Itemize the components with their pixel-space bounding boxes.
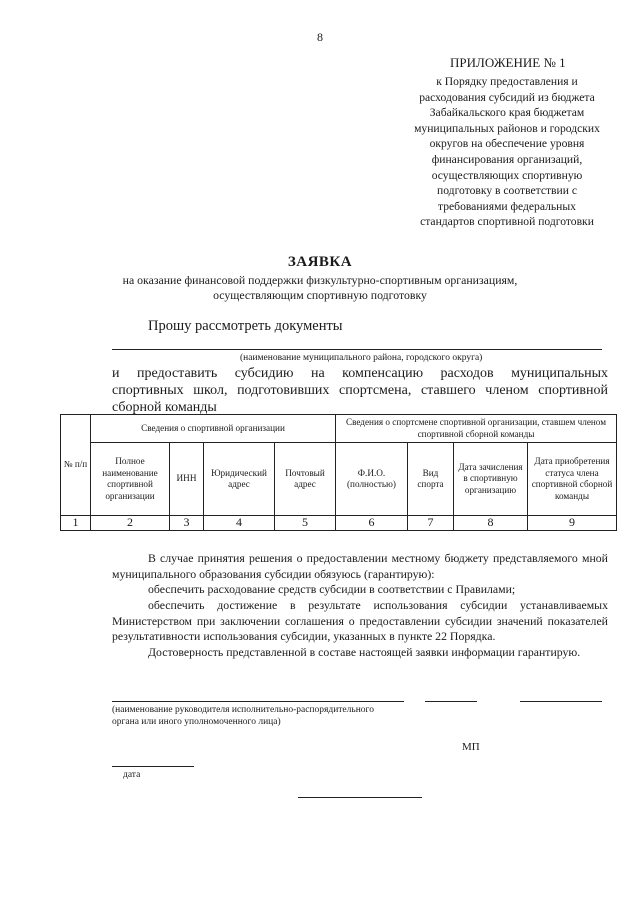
- subtitle-line: на оказание финансовой поддержки физкультурно-спортивным организациям,: [122, 273, 518, 287]
- document-subtitle: [120, 273, 520, 303]
- header-enrollment-date: Дата зачисления в спортивную организацию: [454, 443, 528, 516]
- paragraph-results: обеспечить достижение в результате использования субсидии устанавливаемых Министерством при заключении соглашения о предоставлении субсидии значений показателей результативности использования субсидии, указанных в пункте 22 Порядка.: [112, 598, 608, 644]
- signatory-caption-line: (наименование руководителя исполнительно-распорядительного: [112, 705, 374, 715]
- page-number: 8: [317, 30, 323, 44]
- table-row: [61, 516, 617, 531]
- column-number: 2: [91, 516, 170, 531]
- appendix-line: Забайкальского края бюджетам: [429, 106, 585, 120]
- municipality-caption: (наименование муниципального района, городского округа): [240, 353, 483, 363]
- footer-divider: [298, 797, 422, 798]
- header-group-organization: Сведения о спортивной организации: [91, 415, 336, 443]
- request-line-3: сборной команды: [112, 400, 217, 415]
- column-number: 3: [170, 516, 204, 531]
- paragraph-spending: обеспечить расходование средств субсидии в соответствии с Правилами;: [148, 582, 516, 596]
- appendix-line: округов на обеспечение уровня: [429, 137, 585, 151]
- stamp-placeholder: МП: [462, 741, 480, 753]
- appendix-line: требованиями федеральных: [438, 199, 576, 213]
- request-line-1: и предоставить субсидию на компенсацию расходов муниципальных: [112, 366, 608, 381]
- appendix-line: муниципальных районов и городских: [414, 121, 600, 135]
- header-fio: Ф.И.О. (полностью): [336, 443, 408, 516]
- column-number: 6: [336, 516, 408, 531]
- paragraph-obligation: В случае принятия решения о предоставлении местному бюджету представляемого мной муниципального образования субсидии обязуюсь (гарантирую):: [112, 551, 608, 581]
- header-num: № п/п: [61, 415, 91, 516]
- column-number: 7: [408, 516, 454, 531]
- appendix-text: [396, 74, 618, 230]
- date-line: [112, 766, 194, 767]
- column-number: 8: [454, 516, 528, 531]
- appendix-title: ПРИЛОЖЕНИЕ № 1: [450, 55, 566, 70]
- column-number: 9: [528, 516, 617, 531]
- header-postal-address: Почтовый адрес: [275, 443, 336, 516]
- subtitle-line: осуществляющим спортивную подготовку: [213, 288, 427, 302]
- appendix-line: к Порядку предоставления и: [436, 75, 578, 88]
- subsidy-table: [60, 414, 617, 531]
- signatory-caption: [112, 704, 432, 728]
- column-number: 5: [275, 516, 336, 531]
- document-title: ЗАЯВКА: [287, 254, 353, 270]
- request-intro: Прошу рассмотреть документы: [148, 318, 343, 334]
- fill-line-municipality: [112, 349, 602, 350]
- signature-line-name: [112, 701, 404, 702]
- column-number: 4: [204, 516, 275, 531]
- request-line-2: спортивных школ, подготовивших спортсмена, ставшего членом спортивной: [112, 383, 608, 398]
- header-full-name: Полное наименование спортивной организации: [91, 443, 170, 516]
- header-inn: ИНН: [170, 443, 204, 516]
- appendix-line: финансирования организаций,: [431, 152, 583, 166]
- column-number: 1: [61, 516, 91, 531]
- appendix-line: расходования субсидий из бюджета: [419, 90, 595, 104]
- appendix-line: стандартов спортивной подготовки: [420, 215, 594, 229]
- date-label: дата: [123, 770, 141, 780]
- header-sport: Вид спорта: [408, 443, 454, 516]
- appendix-line: подготовку в соответствии с: [437, 184, 577, 198]
- header-group-athlete: Сведения о спортсмене спортивной организации, ставшем членом спортивной сборной команды: [336, 415, 617, 443]
- signature-line-decoding: [520, 701, 602, 702]
- appendix-line: осуществляющих спортивную: [431, 168, 583, 182]
- header-team-status-date: Дата приобретения статуса члена спортивной сборной команды: [528, 443, 617, 516]
- header-legal-address: Юридический адрес: [204, 443, 275, 516]
- paragraph-reliability: Достоверность представленной в составе настоящей заявки информации гарантирую.: [148, 645, 581, 659]
- signatory-caption-line: органа или иного уполномоченного лица): [112, 717, 281, 727]
- signature-line: [425, 701, 477, 702]
